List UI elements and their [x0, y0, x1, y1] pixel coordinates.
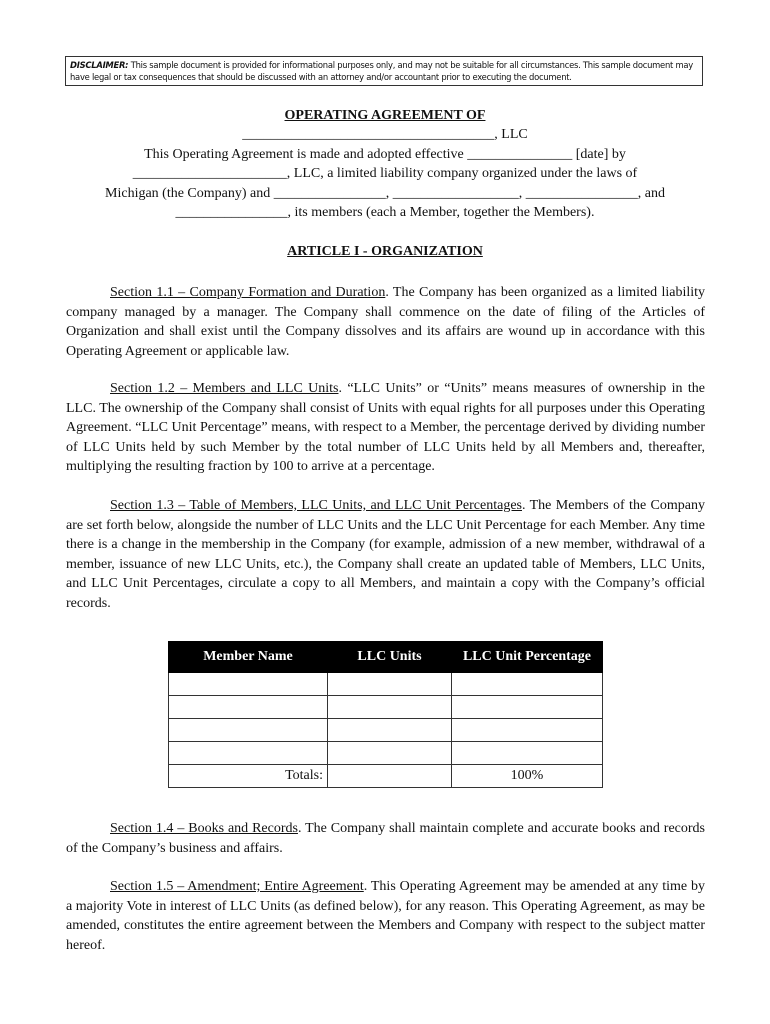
section-body: . “LLC Units” or “Units” means measures of ownership in the LLC. The ownership of the Company shall consist of Units with equal rights for all purposes under this Operating Agreement. “LLC Unit Percentage” means, with respect to a Member, the percentage derived by dividing number of LLC Units held by such Member by the total number of LLC Units held by all Members and, thereafter, multiplying the resulting fraction by 100 to arrive at a percentage. [66, 381, 705, 474]
disclaimer-box [65, 56, 703, 86]
totals-label: Totals: [169, 765, 328, 788]
table-row [169, 673, 603, 696]
section-heading: Section 1.5 – Amendment; Entire Agreement [110, 879, 364, 894]
section-heading: Section 1.2 – Members and LLC Units [110, 381, 339, 396]
article-title: ARTICLE I - ORGANIZATION [287, 244, 483, 259]
section-heading: Section 1.3 – Table of Members, LLC Units, and LLC Unit Percentages [110, 498, 522, 513]
section-1-2 [66, 379, 705, 477]
column-header-unit-percentage: LLC Unit Percentage [452, 642, 603, 673]
disclaimer-label: DISCLAIMER: [70, 60, 129, 70]
table-row [169, 719, 603, 742]
table-cell[interactable] [452, 696, 603, 719]
table-cell[interactable] [328, 696, 452, 719]
llc-name-line: ____________________________________, LLC [242, 127, 528, 142]
totals-units-cell[interactable] [328, 765, 452, 788]
table-cell[interactable] [169, 696, 328, 719]
section-heading: Section 1.1 – Company Formation and Duration [110, 285, 386, 300]
column-header-member-name: Member Name [169, 642, 328, 673]
section-body: . The Company has been organized as a limited liability company managed by a manager. The Company shall commence on the date of filing of the Articles of Organization and shall exist until the Company dissolves and its affairs are wound up in accordance with this Operating Agreement or applicable law. [66, 285, 706, 359]
totals-row [169, 765, 603, 788]
section-1-3 [66, 496, 705, 613]
section-body: . The Company shall maintain complete and accurate books and records of the Company’s business and affairs. [66, 821, 705, 856]
section-1-1 [66, 283, 705, 361]
table-cell[interactable] [169, 673, 328, 696]
intro-line-3: Michigan (the Company) and ________________, __________________, ________________, and [105, 186, 665, 201]
intro-line-2: ______________________, LLC, a limited liability company organized under the laws of [132, 166, 638, 181]
table-cell[interactable] [328, 719, 452, 742]
table-row [169, 742, 603, 765]
table-cell[interactable] [169, 719, 328, 742]
section-1-4 [66, 819, 705, 858]
section-heading: Section 1.4 – Books and Records [110, 821, 298, 836]
intro-line-1: This Operating Agreement is made and adopted effective _______________ [date] by [144, 147, 626, 162]
totals-percentage: 100% [452, 765, 603, 788]
section-1-5 [66, 877, 705, 955]
table-cell[interactable] [169, 742, 328, 765]
table-cell[interactable] [328, 673, 452, 696]
document-title: OPERATING AGREEMENT OF [284, 108, 486, 123]
table-cell[interactable] [452, 742, 603, 765]
section-body: . This Operating Agreement may be amended at any time by a majority Vote in interest of LLC Units (as defined below), for any reason. This Operating Agreement, as may be amended, constitutes the entire agreement between the Members and Company with respect to the subject matter hereof. [66, 879, 705, 953]
intro-line-4: ________________, its members (each a Member, together the Members). [175, 205, 595, 220]
table-cell[interactable] [452, 673, 603, 696]
column-header-llc-units: LLC Units [328, 642, 452, 673]
table-header-row [169, 642, 603, 673]
disclaimer-text: This sample document is provided for informational purposes only, and may not be suitable for all circumstances. This sample document may have legal or tax consequences that should be discussed with an attorney and/or accountant prior to executing the document. [70, 60, 693, 82]
table-cell[interactable] [452, 719, 603, 742]
table-row [169, 696, 603, 719]
section-body: . The Members of the Company are set forth below, alongside the number of LLC Units and the LLC Unit Percentage for each Member. Any time there is a change in the membership in the Company (for example, admission of a new member, withdrawal of a member, issuance of new LLC Units, etc.), the Company shall create an updated table of Members, LLC Units, and LLC Unit Percentages, circulate a copy to all Members, and maintain a copy with the Company’s official records. [66, 498, 705, 611]
table-cell[interactable] [328, 742, 452, 765]
members-table [168, 641, 603, 788]
